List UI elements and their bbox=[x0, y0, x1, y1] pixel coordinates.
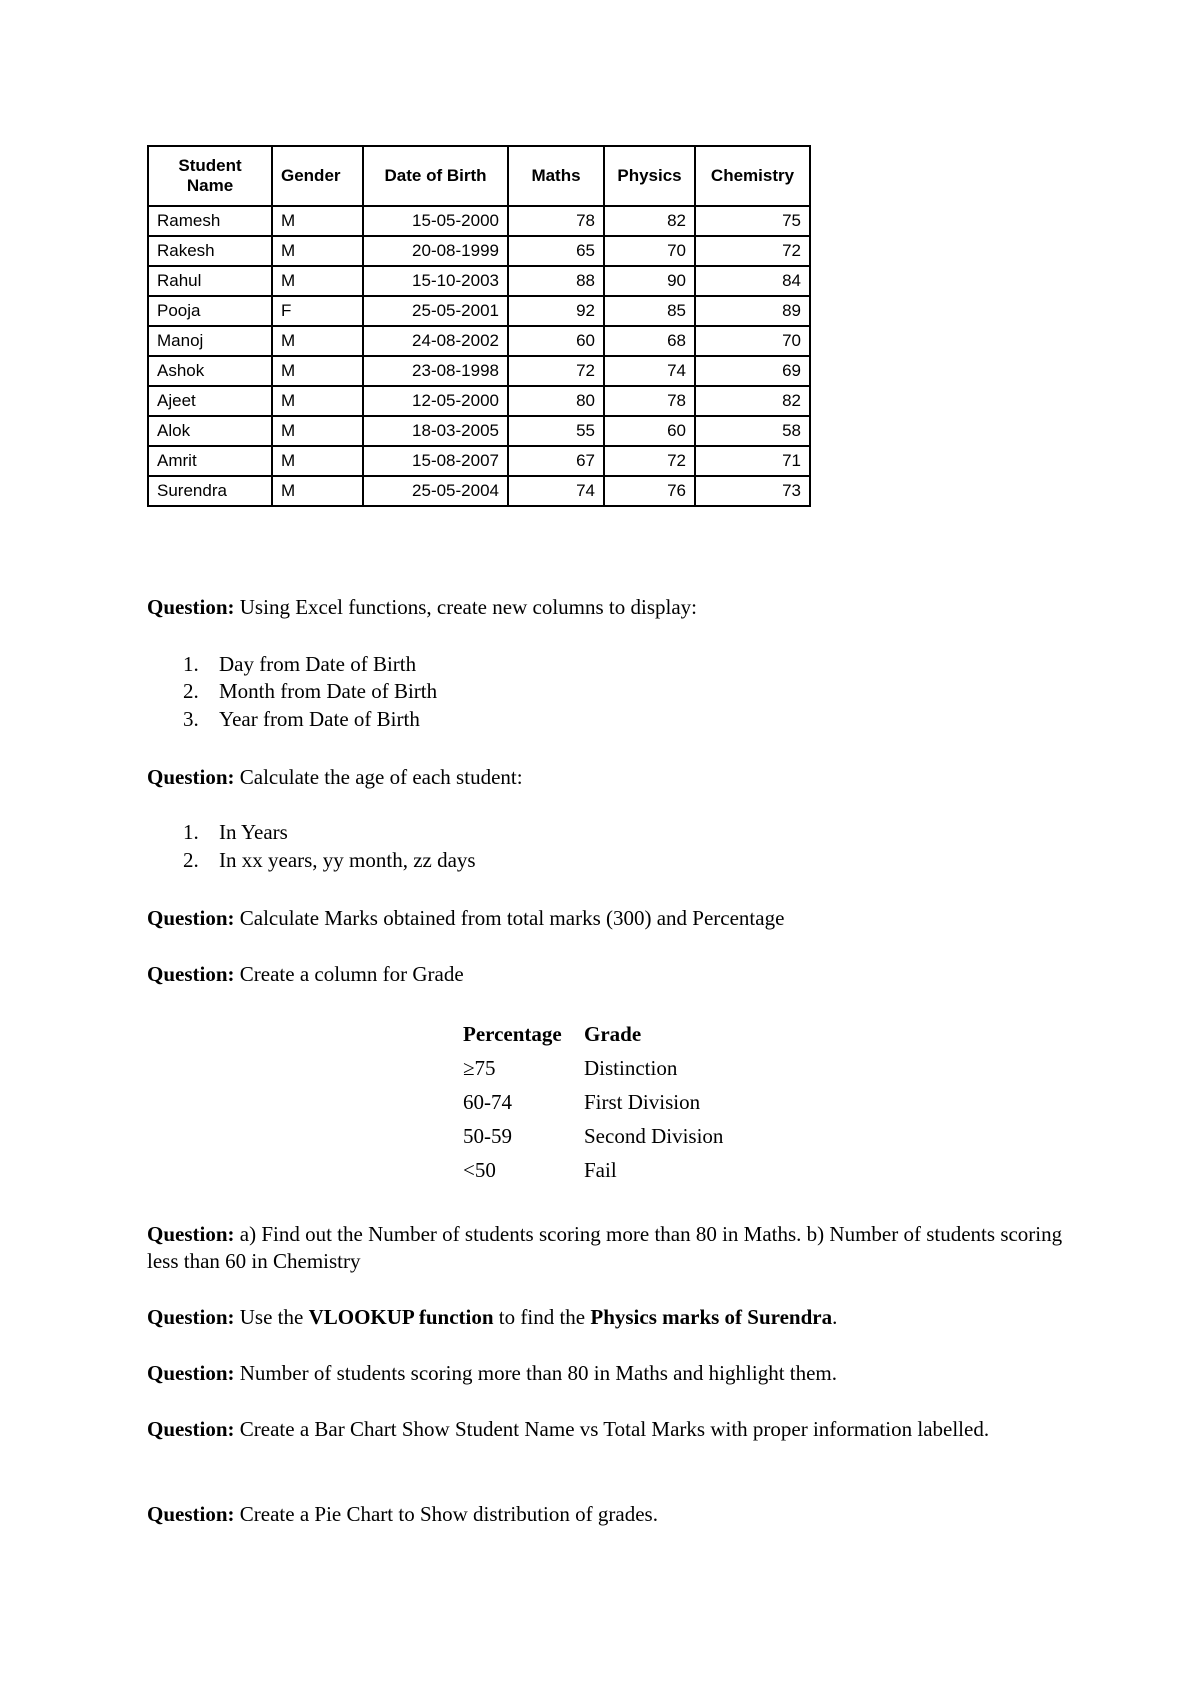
header-physics: Physics bbox=[604, 146, 695, 206]
grade-label: Second Division bbox=[584, 1124, 724, 1148]
table-cell: 25-05-2004 bbox=[363, 476, 508, 506]
table-cell: Alok bbox=[148, 416, 272, 446]
table-cell: 89 bbox=[695, 296, 810, 326]
question-8: Question: Create a Bar Chart Show Student Name vs Total Marks with proper information labelled. bbox=[147, 1417, 990, 1441]
table-cell: Amrit bbox=[148, 446, 272, 476]
table-row bbox=[148, 386, 810, 416]
table-cell: 72 bbox=[695, 236, 810, 266]
table-cell: 15-10-2003 bbox=[363, 266, 508, 296]
question-6: Question: Use the VLOOKUP function to find the Physics marks of Surendra. bbox=[147, 1305, 838, 1329]
question-7: Question: Number of students scoring more than 80 in Maths and highlight them. bbox=[147, 1361, 838, 1385]
question-2: Question: Calculate the age of each student: bbox=[147, 765, 523, 789]
table-cell: Ashok bbox=[148, 356, 272, 386]
table-cell: Ramesh bbox=[148, 206, 272, 236]
table-cell: 71 bbox=[695, 446, 810, 476]
table-cell: 23-08-1998 bbox=[363, 356, 508, 386]
table-cell: F bbox=[272, 296, 363, 326]
table-cell: 12-05-2000 bbox=[363, 386, 508, 416]
table-cell: 69 bbox=[695, 356, 810, 386]
table-cell: 74 bbox=[604, 356, 695, 386]
table-cell: M bbox=[272, 266, 363, 296]
table-cell: M bbox=[272, 386, 363, 416]
table-cell: 85 bbox=[604, 296, 695, 326]
table-cell: M bbox=[272, 326, 363, 356]
table-cell: 18-03-2005 bbox=[363, 416, 508, 446]
table-cell: 70 bbox=[695, 326, 810, 356]
table-cell: 92 bbox=[508, 296, 604, 326]
grade-range: 50-59 bbox=[463, 1124, 512, 1148]
table-cell: 25-05-2001 bbox=[363, 296, 508, 326]
table-cell: Rahul bbox=[148, 266, 272, 296]
table-cell: 70 bbox=[604, 236, 695, 266]
table-cell: 55 bbox=[508, 416, 604, 446]
table-cell: 72 bbox=[508, 356, 604, 386]
table-cell: M bbox=[272, 416, 363, 446]
table-cell: 15-05-2000 bbox=[363, 206, 508, 236]
table-cell: M bbox=[272, 356, 363, 386]
student-marks-table bbox=[147, 145, 811, 507]
grade-range: ≥75 bbox=[463, 1056, 496, 1080]
question-5: Question: a) Find out the Number of students scoring more than 80 in Maths. b) Number of students scoring less than 60 in Chemistry bbox=[147, 1222, 1063, 1273]
table-cell: M bbox=[272, 236, 363, 266]
table-cell: 20-08-1999 bbox=[363, 236, 508, 266]
table-cell: Pooja bbox=[148, 296, 272, 326]
table-cell: 82 bbox=[695, 386, 810, 416]
list-item: 2. In xx years, yy month, zz days bbox=[183, 848, 476, 872]
table-cell: M bbox=[272, 476, 363, 506]
table-cell: 75 bbox=[695, 206, 810, 236]
header-gender: Gender bbox=[272, 146, 363, 206]
question-4: Question: Create a column for Grade bbox=[147, 962, 464, 986]
table-cell: 58 bbox=[695, 416, 810, 446]
table-cell: 24-08-2002 bbox=[363, 326, 508, 356]
table-cell: 84 bbox=[695, 266, 810, 296]
table-cell: Ajeet bbox=[148, 386, 272, 416]
list-item: 3. Year from Date of Birth bbox=[183, 707, 420, 731]
grade-header-grade: Grade bbox=[584, 1022, 642, 1046]
table-cell: 60 bbox=[604, 416, 695, 446]
table-cell: 67 bbox=[508, 446, 604, 476]
grade-label: First Division bbox=[584, 1090, 701, 1114]
table-cell: M bbox=[272, 206, 363, 236]
grade-range: <50 bbox=[463, 1158, 496, 1182]
table-cell: 72 bbox=[604, 446, 695, 476]
table-row bbox=[148, 446, 810, 476]
list-item: 1. Day from Date of Birth bbox=[183, 652, 417, 676]
header-dob: Date of Birth bbox=[363, 146, 508, 206]
table-cell: 68 bbox=[604, 326, 695, 356]
grade-header-percentage: Percentage bbox=[463, 1022, 562, 1046]
table-cell: 74 bbox=[508, 476, 604, 506]
question-1: Question: Using Excel functions, create new columns to display: bbox=[147, 595, 697, 619]
table-cell: 78 bbox=[604, 386, 695, 416]
table-cell: Surendra bbox=[148, 476, 272, 506]
table-cell: 90 bbox=[604, 266, 695, 296]
table-cell: 80 bbox=[508, 386, 604, 416]
table-row bbox=[148, 206, 810, 236]
table-row bbox=[148, 326, 810, 356]
table-cell: 65 bbox=[508, 236, 604, 266]
table-row bbox=[148, 236, 810, 266]
table-row bbox=[148, 476, 810, 506]
grade-label: Fail bbox=[584, 1158, 617, 1182]
list-item: 1. In Years bbox=[183, 820, 288, 844]
table-cell: 76 bbox=[604, 476, 695, 506]
table-row bbox=[148, 296, 810, 326]
table-cell: 82 bbox=[604, 206, 695, 236]
table-row bbox=[148, 416, 810, 446]
table-cell: Manoj bbox=[148, 326, 272, 356]
table-cell: 60 bbox=[508, 326, 604, 356]
header-maths: Maths bbox=[508, 146, 604, 206]
grade-label: Distinction bbox=[584, 1056, 678, 1080]
question-3: Question: Calculate Marks obtained from total marks (300) and Percentage bbox=[147, 906, 785, 930]
table-cell: 78 bbox=[508, 206, 604, 236]
table-row bbox=[148, 266, 810, 296]
grade-range: 60-74 bbox=[463, 1090, 512, 1114]
header-chemistry: Chemistry bbox=[695, 146, 810, 206]
table-cell: Rakesh bbox=[148, 236, 272, 266]
table-cell: 88 bbox=[508, 266, 604, 296]
table-cell: 73 bbox=[695, 476, 810, 506]
table-cell: 15-08-2007 bbox=[363, 446, 508, 476]
table-cell: M bbox=[272, 446, 363, 476]
list-item: 2. Month from Date of Birth bbox=[183, 679, 438, 703]
table-row bbox=[148, 356, 810, 386]
header-student-name: Student Name bbox=[148, 146, 272, 206]
question-9: Question: Create a Pie Chart to Show distribution of grades. bbox=[147, 1502, 658, 1526]
